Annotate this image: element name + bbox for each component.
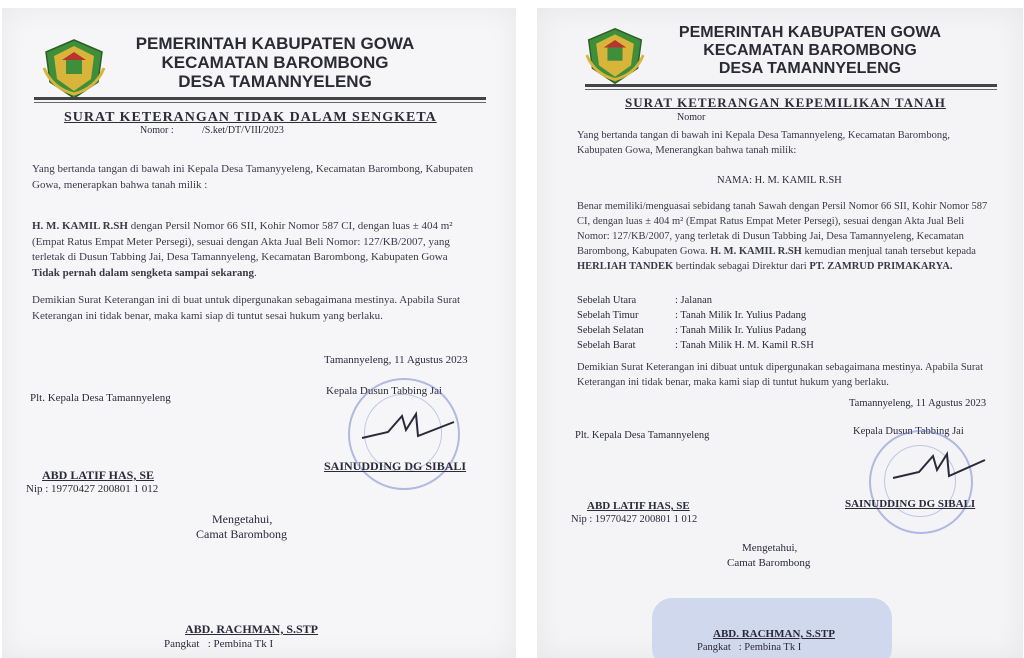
closing-paragraph: Demikian Surat Keterangan ini di buat untuk dipergunakan sebagaimana mestinya. Apabila Surat Keterangan ini tidak benar, maka kami siap di tuntut sesai hukum yang berlaku.: [32, 294, 461, 322]
border-row: Sebelah Timur : Tanah Milik Ir. Yulius Padang: [577, 310, 807, 321]
camat-title: Camat Barombong: [196, 527, 287, 541]
ownership-paragraph: H. M. KAMIL R.SH dengan Persil Nomor 66 SII, Kohir Nomor 587 CI, dengan luas ± 404 m² (Empat Ratus Empat Meter Persegi), sesuai dengan Akta Jual Beli Nomor: 127/KB/2007, yang terletak di Dusun Tabbing Jai, Desa Tamannyeleng, Kecamatan Barombong, Kabupaten Gowa Tidak pernah dalam sengketa sampai sekarang.: [32, 220, 453, 279]
left-sign-name: ABD LATIF HAS, SE: [42, 468, 155, 482]
header-line3: DESA TAMANNYELENG: [178, 72, 372, 91]
header-rule: [34, 97, 486, 100]
gowa-regency-emblem-icon: [40, 38, 108, 100]
pangkat: Pangkat : Pembina Tk I: [697, 642, 802, 653]
signature-icon: [358, 408, 458, 448]
header-line1: PEMERINTAH KABUPATEN GOWA: [135, 34, 415, 53]
know-label: Mengetahui,: [212, 512, 273, 526]
right-sign-name: SAINUDDING DG SIBALI: [324, 459, 467, 473]
left-sign-name: ABD LATIF HAS, SE: [587, 500, 690, 512]
camat-name: ABD. RACHMAN, S.STP: [713, 628, 835, 640]
header-rule-thin: [585, 89, 997, 90]
seller-name: H. M. KAMIL R.SH: [710, 246, 802, 257]
header-rule-thin: [34, 102, 486, 103]
camat-title: Camat Barombong: [727, 557, 811, 569]
place-date: Tamannyeleng, 11 Agustus 2023: [849, 398, 987, 409]
header-line2: KECAMATAN BAROMBONG: [703, 42, 917, 59]
letter-sengketa: [2, 8, 516, 658]
gowa-regency-emblem-icon: [583, 26, 647, 86]
border-row: Sebelah Barat : Tanah Milik H. M. Kamil R.SH: [577, 340, 814, 351]
border-row: Sebelah Selatan : Tanah Milik Ir. Yulius Padang: [577, 325, 807, 336]
company-name: PT. ZAMRUD PRIMAKARYA.: [809, 261, 953, 272]
header-line1: PEMERINTAH KABUPATEN GOWA: [678, 24, 942, 41]
nomor-value: /S.ket/DT/VIII/2023: [202, 125, 284, 136]
buyer-name: HERLIAH TANDEK: [577, 261, 674, 272]
header-line2: KECAMATAN BAROMBONG: [161, 53, 389, 72]
left-sign-nip: Nip : 19770427 200801 1 012: [26, 483, 159, 495]
place-date: Tamannyeleng, 11 Agustus 2023: [324, 354, 468, 366]
nomor-label: Nomor: [677, 112, 706, 123]
letter-title: SURAT KETERANGAN KEPEMILIKAN TANAH: [625, 95, 946, 110]
no-dispute-statement: Tidak pernah dalam sengketa sampai sekarang: [32, 266, 254, 279]
border-row: Sebelah Utara : Jalanan: [577, 295, 713, 306]
header-rule: [585, 84, 997, 87]
intro-paragraph: Yang bertanda tangan di bawah ini Kepala Desa Tamanyyeleng, Kecamatan Barombong, Kabupaten Gowa, menerapkan bahwa tanah milik :: [32, 163, 474, 191]
right-sign-name: SAINUDDING DG SIBALI: [845, 498, 976, 510]
pangkat: Pangkat : Pembina Tk I: [164, 638, 274, 650]
closing-paragraph: Demikian Surat Keterangan ini dibuat untuk dipergunakan sebagaimana mestinya. Apabila Surat Keterangan ini tidak benar, maka kami siap di tuntut hukum yang berlaku.: [577, 362, 983, 388]
nomor-label: Nomor :: [140, 125, 174, 136]
right-sign-title: Kepala Dusun Tabbing Jai: [853, 426, 964, 437]
left-sign-title: Plt. Kepala Desa Tamannyeleng: [575, 430, 710, 441]
letter-title: SURAT KETERANGAN TIDAK DALAM SENGKETA: [64, 110, 437, 125]
owner-name-line: NAMA: H. M. KAMIL R.SH: [717, 175, 842, 186]
borders-list: [577, 293, 814, 353]
ownership-details: dengan Persil Nomor 66 SII, Kohir Nomor 587 CI, dengan luas ± 404 m² (Empat Ratus Empat Meter Persegi), sesuai dengan Akta Jual Beli Nomor: 127/KB/2007, yang terletak di Dusun Tabbing Jai, Desa Tamannyeleng, Kecamatan Barombong, Kabupaten Gowa: [32, 220, 453, 263]
camat-name: ABD. RACHMAN, S.STP: [185, 622, 319, 636]
right-sign-title: Kepala Dusun Tabbing Jai: [326, 385, 443, 397]
know-label: Mengetahui,: [742, 542, 798, 554]
intro-paragraph: Yang bertanda tangan di bawah ini Kepala Desa Tamannyeleng, Kecamatan Barombong, Kabupaten Gowa, Menerangkan bahwa tanah milik:: [577, 130, 950, 156]
ownership-paragraph: Benar memiliki/menguasai sebidang tanah Sawah dengan Persil Nomor 66 SII, Kohir Nomor 587 CI, dengan luas ± 404 m² (Empat Ratus Empat Meter Persegi), sesuai dengan Akta Jual Beli Nomor: 127/KB/2007, yang terletak di Dusun Tabbing Jai, Desa Tamannyeleng, Kecamatan Barombong, Kabupaten Gowa. H. M. KAMIL R.SH kemudian menjual tanah tersebut kepada HERLIAH TANDEK bertindak sebagai Direktur dari PT. ZAMRUD PRIMAKARYA.: [577, 201, 988, 272]
signature-icon: [889, 448, 989, 488]
left-sign-title: Plt. Kepala Desa Tamannyeleng: [30, 392, 171, 404]
letter-kepemilikan: [537, 8, 1023, 658]
left-sign-nip: Nip : 19770427 200801 1 012: [571, 514, 698, 525]
owner-name: H. M. KAMIL R.SH: [32, 220, 128, 232]
header-line3: DESA TAMANNYELENG: [718, 60, 902, 77]
